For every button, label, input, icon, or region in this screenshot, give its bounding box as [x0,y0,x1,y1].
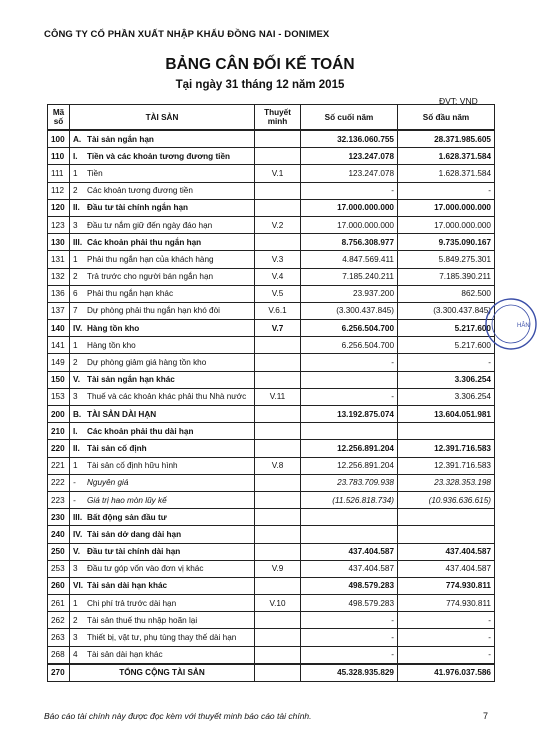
row-label-text: Tiền [87,168,103,178]
row-note [255,234,301,251]
row-beginning-of-year-value: 862.500 [398,285,495,302]
row-end-of-year-value [301,371,398,388]
row-code: 100 [48,130,70,148]
row-index: II. [73,443,80,453]
row-index: 1 [73,168,78,178]
row-beginning-of-year-value: 774.930.811 [398,595,495,612]
row-code: 222 [48,474,70,491]
row-end-of-year-value: - [301,388,398,405]
row-end-of-year-value: - [301,354,398,371]
row-beginning-of-year-value: - [398,646,495,664]
column-header-note: Thuyết minh [255,105,301,131]
row-code: 111 [48,165,70,182]
table-row [48,268,495,285]
row-end-of-year-value: 123.247.078 [301,165,398,182]
row-index: I. [73,151,78,161]
report-date: Tại ngày 31 tháng 12 năm 2015 [175,79,345,91]
row-label [70,165,255,182]
row-label [70,268,255,285]
row-label-text: Tài sản thuế thu nhập hoãn lại [87,615,198,625]
row-code: 220 [48,440,70,457]
row-beginning-of-year-value: 23.328.353.198 [398,474,495,491]
row-code: 149 [48,354,70,371]
row-code: 153 [48,388,70,405]
row-label [70,216,255,233]
row-label-text: Tài sản dài hạn khác [87,581,168,591]
row-end-of-year-value: 8.756.308.977 [301,234,398,251]
row-beginning-of-year-value [398,526,495,543]
row-beginning-of-year-value: - [398,182,495,199]
table-row [48,526,495,543]
row-beginning-of-year-value: 3.306.254 [398,371,495,388]
table-row [48,354,495,371]
row-label-text: Dự phòng giảm giá hàng tồn kho [87,358,207,368]
row-label-text: Tài sản ngắn hạn khác [87,375,175,385]
row-note: V.9 [255,560,301,577]
row-label [70,234,255,251]
row-note [255,371,301,388]
row-code: 130 [48,234,70,251]
row-label [70,371,255,388]
table-row [48,457,495,474]
row-beginning-of-year-value: 437.404.587 [398,560,495,577]
row-end-of-year-value: 13.192.875.074 [301,406,398,423]
row-label [70,474,255,491]
row-note [255,423,301,440]
row-label-text: Tài sản dở dang dài hạn [87,529,182,539]
table-row [48,320,495,337]
row-note [255,406,301,423]
row-label-text: Dự phòng phải thu ngắn hạn khó đòi [87,306,220,316]
footer-note: Báo cáo tài chính này được đọc kèm với thuyết minh báo cáo tài chính. [44,711,312,721]
row-beginning-of-year-value: 5.217.600 [398,337,495,354]
row-index: 3 [73,633,78,643]
row-index: A. [73,134,82,144]
row-label-text: Trả trước cho người bán ngắn hạn [87,272,214,282]
row-end-of-year-value: (3.300.437.845) [301,302,398,319]
row-label-text: Bất động sản đầu tư [87,512,167,522]
row-end-of-year-value: 6.256.504.700 [301,337,398,354]
row-beginning-of-year-value: 1.628.371.584 [398,148,495,165]
row-beginning-of-year-value: 12.391.716.583 [398,440,495,457]
column-header-code: Mã số [48,105,70,131]
row-index: III. [73,512,83,522]
table-row [48,216,495,233]
row-code: 110 [48,148,70,165]
row-index: 2 [73,358,78,368]
row-note: V.10 [255,595,301,612]
row-label-text: Thiết bị, vật tư, phụ tùng thay thế dài hạn [87,633,237,643]
table-row [48,337,495,354]
table-row [48,577,495,594]
table-row [48,509,495,526]
row-label-text: Đầu tư nắm giữ đến ngày đáo hạn [87,220,213,230]
table-row [48,302,495,319]
row-end-of-year-value: 6.256.504.700 [301,320,398,337]
row-code: 132 [48,268,70,285]
row-code: 263 [48,629,70,646]
row-note [255,577,301,594]
row-beginning-of-year-value: (10.936.636.615) [398,491,495,508]
row-end-of-year-value: - [301,182,398,199]
row-beginning-of-year-value [398,423,495,440]
row-label-text: Thuế và các khoản khác phải thu Nhà nước [87,392,247,402]
row-note: V.4 [255,268,301,285]
row-label-text: TỔNG CỘNG TÀI SẢN [119,668,205,678]
table-row [48,371,495,388]
row-label [70,251,255,268]
row-beginning-of-year-value: 1.628.371.584 [398,165,495,182]
row-index: 2 [73,272,78,282]
table-row [48,423,495,440]
row-code: 137 [48,302,70,319]
row-note [255,629,301,646]
table-row [48,440,495,457]
row-label [70,285,255,302]
row-index: II. [73,203,80,213]
row-note [255,526,301,543]
row-label [70,302,255,319]
row-beginning-of-year-value: 5.849.275.301 [398,251,495,268]
row-end-of-year-value: - [301,629,398,646]
row-end-of-year-value: 17.000.000.000 [301,199,398,216]
row-index: - [73,478,76,488]
row-label [70,457,255,474]
table-row [48,664,495,682]
row-note [255,337,301,354]
row-label [70,612,255,629]
row-end-of-year-value: 498.579.283 [301,595,398,612]
row-end-of-year-value [301,526,398,543]
row-code: 112 [48,182,70,199]
row-index: 2 [73,186,78,196]
row-code: 270 [48,664,70,682]
row-label-text: Các khoản tương đương tiền [87,186,193,196]
row-end-of-year-value: 437.404.587 [301,543,398,560]
row-note: V.5 [255,285,301,302]
row-label [70,543,255,560]
row-index: IV. [73,323,83,333]
row-end-of-year-value [301,509,398,526]
row-label [70,182,255,199]
row-beginning-of-year-value: 41.976.037.586 [398,664,495,682]
row-code: 141 [48,337,70,354]
row-beginning-of-year-value: 13.604.051.981 [398,406,495,423]
row-index: V. [73,375,80,385]
row-label-text: Các khoản phải thu ngắn hạn [87,237,202,247]
row-label-text: Tài sản cố định [87,443,147,453]
row-note: V.6.1 [255,302,301,319]
row-label-text: Đầu tư góp vốn vào đơn vị khác [87,564,204,574]
row-index: 3 [73,564,78,574]
row-label [70,130,255,148]
row-beginning-of-year-value: 7.185.390.211 [398,268,495,285]
row-index: 1 [73,461,78,471]
row-note [255,612,301,629]
row-code: 136 [48,285,70,302]
row-code: 223 [48,491,70,508]
row-note: V.11 [255,388,301,405]
row-beginning-of-year-value: - [398,629,495,646]
row-code: 253 [48,560,70,577]
row-label-text: Các khoản phải thu dài hạn [87,426,194,436]
row-end-of-year-value: 4.847.569.411 [301,251,398,268]
row-label [70,320,255,337]
row-index: 1 [73,598,78,608]
row-index: B. [73,409,82,419]
row-note [255,440,301,457]
row-beginning-of-year-value: 437.404.587 [398,543,495,560]
row-end-of-year-value: 12.256.891.204 [301,440,398,457]
row-index: 7 [73,306,78,316]
row-index: III. [73,237,83,247]
row-label-text: Nguyên giá [87,478,129,488]
row-note [255,354,301,371]
row-end-of-year-value: - [301,612,398,629]
row-beginning-of-year-value: 5.217.600 [398,320,495,337]
row-end-of-year-value: 32.136.060.755 [301,130,398,148]
row-beginning-of-year-value: 12.391.716.583 [398,457,495,474]
row-note: V.8 [255,457,301,474]
row-beginning-of-year-value: 9.735.090.167 [398,234,495,251]
row-end-of-year-value: 12.256.891.204 [301,457,398,474]
row-index: IV. [73,529,83,539]
row-beginning-of-year-value: 3.306.254 [398,388,495,405]
row-code: 230 [48,509,70,526]
table-row [48,474,495,491]
row-label-text: Tài sản cố định hữu hình [87,461,178,471]
row-end-of-year-value: 17.000.000.000 [301,216,398,233]
row-note [255,199,301,216]
row-note: V.2 [255,216,301,233]
table-row [48,406,495,423]
row-label-text: Hàng tồn kho [87,340,136,350]
row-label [70,664,255,682]
row-index: 4 [73,650,78,660]
row-label [70,491,255,508]
row-label-text: Đầu tư tài chính dài hạn [87,547,181,557]
row-beginning-of-year-value: 774.930.811 [398,577,495,594]
table-header-row [48,105,495,131]
column-header-beginning-of-year: Số đầu năm [398,105,495,131]
row-label-text: Hàng tồn kho [87,323,140,333]
row-end-of-year-value: 437.404.587 [301,560,398,577]
row-note [255,182,301,199]
row-note: V.1 [255,165,301,182]
row-code: 262 [48,612,70,629]
table-row [48,543,495,560]
table-row [48,199,495,216]
row-label [70,440,255,457]
row-label [70,388,255,405]
row-label-text: Phải thu ngắn hạn của khách hàng [87,254,214,264]
row-beginning-of-year-value: - [398,354,495,371]
row-label [70,199,255,216]
table-body [48,130,495,682]
table-row [48,234,495,251]
row-end-of-year-value: - [301,646,398,664]
row-end-of-year-value: 123.247.078 [301,148,398,165]
company-name: CÔNG TY CỔ PHẦN XUẤT NHẬP KHẨU ĐỒNG NAI - DONIMEX [44,29,330,40]
row-label [70,509,255,526]
row-index: 1 [73,340,78,350]
row-code: 221 [48,457,70,474]
row-beginning-of-year-value: 17.000.000.000 [398,216,495,233]
row-label [70,354,255,371]
row-note: V.7 [255,320,301,337]
table-row [48,612,495,629]
row-label-text: Chi phí trả trước dài hạn [87,598,177,608]
table-row [48,165,495,182]
row-note [255,491,301,508]
row-index: V. [73,547,80,557]
row-note [255,543,301,560]
balance-sheet-table [47,104,495,682]
row-label [70,526,255,543]
row-index: 1 [73,254,78,264]
row-note [255,509,301,526]
row-code: 210 [48,423,70,440]
row-label [70,148,255,165]
table-row [48,646,495,664]
row-end-of-year-value: 498.579.283 [301,577,398,594]
table-row [48,388,495,405]
row-beginning-of-year-value [398,509,495,526]
row-code: 123 [48,216,70,233]
page-number: 7 [483,711,489,721]
row-code: 200 [48,406,70,423]
row-code: 131 [48,251,70,268]
row-label-text: Đầu tư tài chính ngắn hạn [87,203,188,213]
row-code: 260 [48,577,70,594]
row-label [70,560,255,577]
table-row [48,285,495,302]
row-note [255,148,301,165]
row-code: 140 [48,320,70,337]
row-index: VI. [73,581,84,591]
row-note [255,474,301,491]
row-note [255,130,301,148]
row-code: 268 [48,646,70,664]
table-row [48,130,495,148]
row-index: 6 [73,289,78,299]
row-label [70,646,255,664]
row-index: I. [73,426,78,436]
row-beginning-of-year-value: 28.371.985.605 [398,130,495,148]
row-code: 261 [48,595,70,612]
row-note [255,646,301,664]
table-row [48,148,495,165]
row-label-text: Tài sản ngắn hạn [87,134,154,144]
row-beginning-of-year-value: 17.000.000.000 [398,199,495,216]
page-title: BẢNG CÂN ĐỐI KẾ TOÁN [165,56,355,73]
currency-unit: ĐVT: VND [439,96,478,106]
table-row [48,595,495,612]
row-end-of-year-value: 23.783.709.938 [301,474,398,491]
table-row [48,182,495,199]
row-index: 2 [73,615,78,625]
row-label [70,337,255,354]
row-index: 3 [73,220,78,230]
row-index: - [73,495,76,505]
row-label [70,629,255,646]
row-code: 250 [48,543,70,560]
row-note [255,664,301,682]
column-header-asset: TÀI SẢN [70,105,255,131]
row-end-of-year-value: 45.328.935.829 [301,664,398,682]
row-code: 150 [48,371,70,388]
row-index: 3 [73,392,78,402]
row-label-text: Tiền và các khoản tương đương tiền [87,151,230,161]
table-row [48,560,495,577]
row-end-of-year-value: (11.526.818.734) [301,491,398,508]
row-end-of-year-value: 23.937.200 [301,285,398,302]
column-header-end-of-year: Số cuối năm [301,105,398,131]
row-label-text: Giá trị hao mòn lũy kế [87,495,167,505]
row-label-text: Phải thu ngắn hạn khác [87,289,174,299]
row-label [70,406,255,423]
table-row [48,491,495,508]
row-beginning-of-year-value: (3.300.437.845) [398,302,495,319]
row-label-text: Tài sản dài hạn khác [87,650,163,660]
row-label [70,577,255,594]
row-label-text: TÀI SẢN DÀI HẠN [87,409,157,419]
row-end-of-year-value: 7.185.240.211 [301,268,398,285]
table-row [48,251,495,268]
row-beginning-of-year-value: - [398,612,495,629]
row-end-of-year-value [301,423,398,440]
svg-text:HÂN: HÂN [517,323,530,329]
row-code: 120 [48,199,70,216]
row-label [70,423,255,440]
row-code: 240 [48,526,70,543]
table-row [48,629,495,646]
row-label [70,595,255,612]
row-note: V.3 [255,251,301,268]
